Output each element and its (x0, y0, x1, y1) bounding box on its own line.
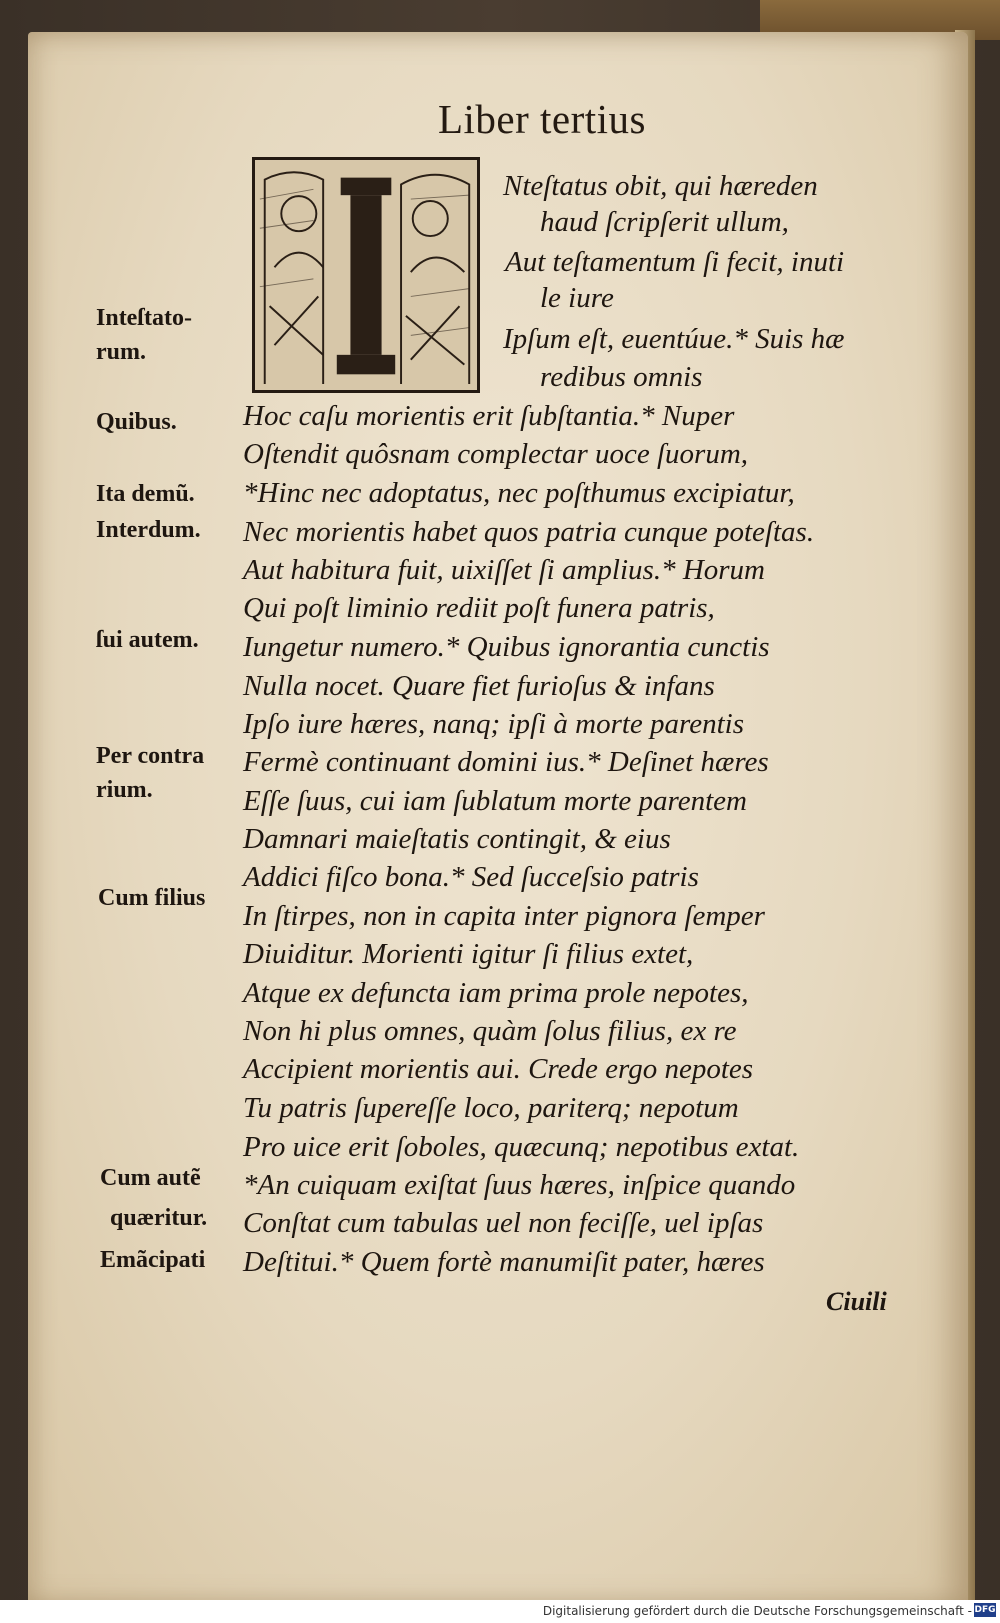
verse-line: Nec morientis habet quos patria cunque poteſtas. (243, 516, 815, 548)
verse-line: Eſſe ſuus, cui iam ſublatum morte parentem (243, 785, 747, 817)
verse-line: Pro uice erit ſoboles, quæcunq; nepotibus extat. (243, 1131, 800, 1163)
margin-note: quæritur. (110, 1205, 208, 1231)
verse-line: Iungetur numero.* Quibus ignorantia cunctis (243, 631, 770, 663)
digitization-credit: Digitalisierung gefördert durch die Deutsche Forschungsgemeinschaft - (542, 1604, 972, 1618)
margin-note: ſui autem. (96, 627, 199, 653)
verse-line: Nteſtatus obit, qui hæreden (503, 170, 818, 202)
verse-line: Atque ex defuncta iam prima prole nepotes, (243, 977, 749, 1009)
verse-line: Diuiditur. Morienti igitur ſi filius extet, (243, 938, 694, 970)
verse-line: Aut teſtamentum ſi fecit, inuti (505, 246, 845, 278)
verse-line: redibus omnis (540, 361, 703, 393)
margin-note: Ita demũ. (96, 481, 195, 507)
verse-line: haud ſcripſerit ullum, (540, 206, 789, 238)
margin-note: Cum autẽ (100, 1165, 201, 1191)
margin-note: rum. (96, 339, 146, 365)
margin-note: Quibus. (96, 409, 177, 435)
verse-line: In ſtirpes, non in capita inter pignora ſemper (243, 900, 765, 932)
verse-line: Addici fiſco bona.* Sed ſucceſsio patris (243, 861, 699, 893)
margin-note: Interdum. (96, 517, 201, 543)
verse-line: Oſtendit quôsnam complectar uoce ſuorum, (243, 438, 749, 470)
verse-line: le iure (540, 282, 614, 314)
margin-note: Per contra (96, 743, 205, 769)
verse-line: Deſtitui.* Quem fortè manumiſit pater, hæres (243, 1246, 765, 1278)
catchword: Ciuili (826, 1287, 887, 1316)
margin-note: Inteſtato- (96, 305, 192, 331)
verse-line: Hoc caſu morientis erit ſubſtantia.* Nuper (243, 400, 735, 432)
verse-line: Non hi plus omnes, quàm ſolus filius, ex re (243, 1015, 737, 1047)
verse-line: Conſtat cum tabulas uel non feciſſe, uel ipſas (243, 1207, 764, 1239)
verse-line: Nulla nocet. Quare fiet furioſus & infans (243, 670, 715, 702)
running-head: Liber tertius (438, 96, 647, 142)
decorated-initial-i (252, 157, 480, 393)
margin-note: Cum filius (98, 885, 206, 911)
verse-line: Aut habitura fuit, uixiſſet ſi amplius.* Horum (243, 554, 765, 586)
verse-line: Tu patris ſupereſſe loco, pariterq; nepotum (243, 1092, 739, 1124)
verse-line: *Hinc nec adoptatus, nec poſthumus excipiatur, (243, 477, 795, 509)
verse-line: Accipient morientis aui. Crede ergo nepotes (243, 1053, 754, 1085)
verse-line: Fermè continuant domini ius.* Deſinet hæres (243, 746, 769, 778)
verse-line: Ipſum eſt, euentúue.* Suis hæ (503, 323, 845, 355)
verse-line: *An cuiquam exiſtat ſuus hæres, inſpice quando (243, 1169, 796, 1201)
dfg-logo: DFG (974, 1605, 996, 1615)
verse-line: Ipſo iure hæres, nanq; ipſi à morte parentis (243, 708, 745, 740)
verse-line: Qui poſt liminio rediit poſt funera patris, (243, 592, 715, 624)
margin-note: rium. (96, 777, 153, 803)
margin-note: Emãcipati (100, 1247, 206, 1273)
verse-line: Damnari maieſtatis contingit, & eius (243, 823, 671, 855)
